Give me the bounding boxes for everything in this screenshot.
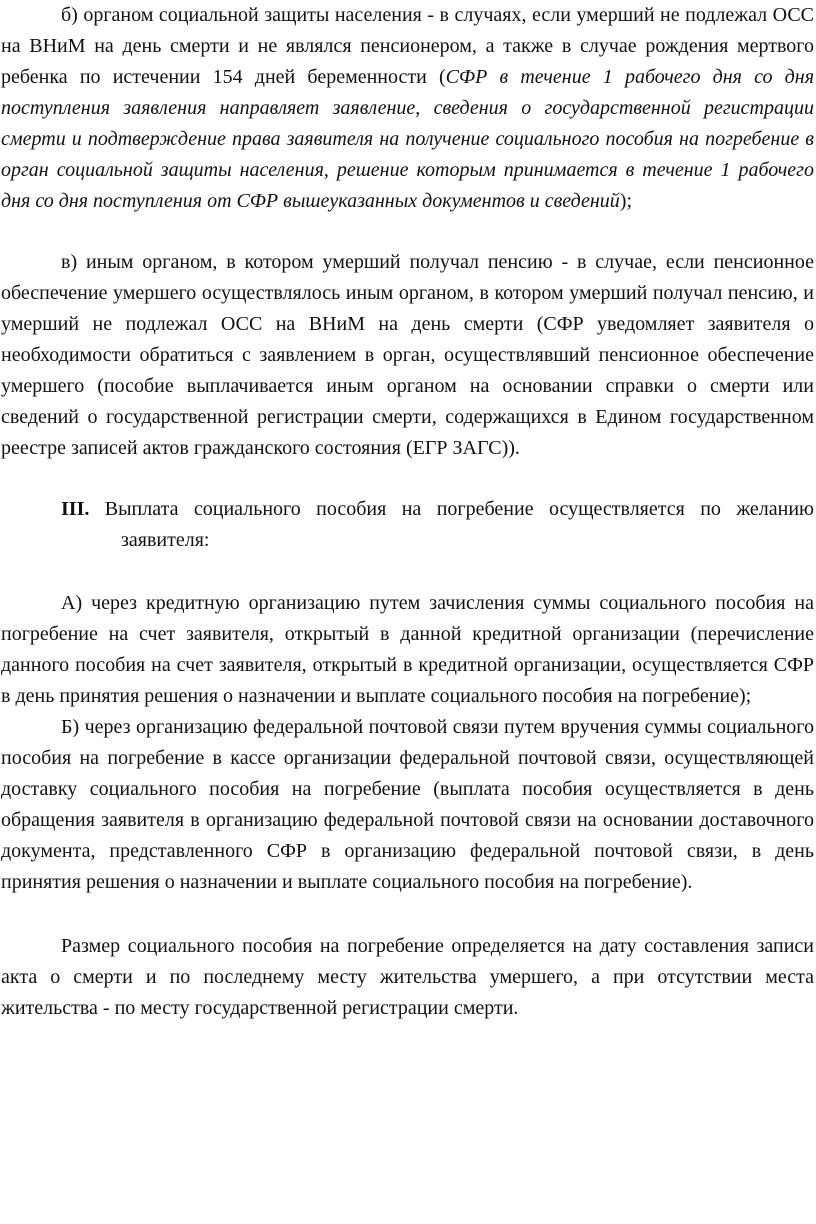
paragraph-v: в) иным органом, в котором умерший получал пенсию - в случае, если пенсионное обеспечение умершего осуществлялось иным органом, в котором умерший получал пенсию, и умерший не подлежал ОСС на ВНиМ на день смерти (СФР уведомляет заявителя о необходимости обратиться с заявлением в орган, осуществлявший пенсионное обеспечение умершего (пособие выплачивается иным органом на основании справки о смерти или сведений о государственной регистрации смерти, содержащихся в Едином государственном реестре записей актов гражданского состояния (ЕГР ЗАГС)). bbox=[1, 251, 814, 459]
paragraph-b-closing: ); bbox=[619, 190, 633, 212]
paragraph-b-italic-note: СФР в течение 1 рабочего дня со дня поступления заявления направляет заявление, сведения о государственной регистрации смерти и подтверждение права заявителя на получение социального пособия на погребение в орган социальной защиты населения, решение которым принимается в течение 1 рабочего дня со дня поступления от СФР вышеуказанных документов и сведений bbox=[1, 66, 814, 212]
section-number: III. bbox=[61, 498, 90, 520]
paragraph-b bbox=[1, 0, 814, 217]
option-b-paragraph: Б) через организацию федеральной почтовой связи путем вручения суммы социального пособия на погребение в кассе организации федеральной почтовой связи, осуществляющей доставку социального пособия на погребение (выплата пособия осуществляется в день обращения заявителя в организацию федеральной почтовой связи на основании доставочного документа, представленного СФР в организацию федеральной почтовой связи, в день принятия решения о назначении и выплате социального пособия на погребение). bbox=[1, 716, 814, 893]
benefit-size-paragraph: Размер социального пособия на погребение определяется на дату составления записи акта о смерти и по последнему месту жительства умершего, а при отсутствии места жительства - по месту государственной регистрации смерти. bbox=[1, 935, 814, 1019]
paragraph-b-text: б) органом социальной защиты населения - в случаях, если умерший не подлежал ОСС на ВНиМ на день смерти и не являлся пенсионером, а также в случае рождения мертвого ребенка по истечении 154 дней беременности ( bbox=[1, 4, 814, 88]
section-iii-text: Выплата социального пособия на погребение осуществляется по желанию заявителя: bbox=[104, 498, 814, 551]
option-a-paragraph: А) через кредитную организацию путем зачисления суммы социального пособия на погребение на счет заявителя, открытый в данной кредитной организации (перечисление данного пособия на счет заявителя, открытый в кредитной организации, осуществляется СФР в день принятия решения о назначении и выплате социального пособия на погребение); bbox=[1, 592, 814, 707]
section-iii-heading bbox=[1, 494, 814, 556]
